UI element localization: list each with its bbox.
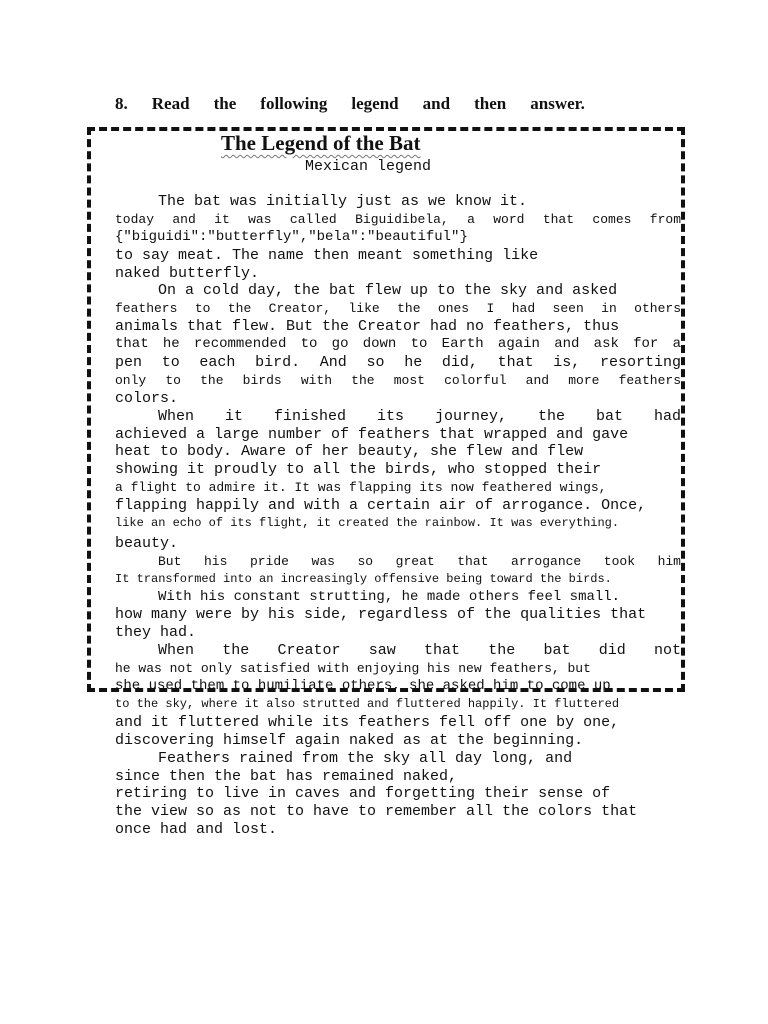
- text-line: beauty.: [115, 534, 179, 552]
- question-word: then: [474, 94, 507, 113]
- text-line: But his pride was so great that arrogance took him: [158, 553, 681, 569]
- text-line: to say meat. The name then meant something like: [115, 246, 539, 264]
- text-line: {"biguidi":"butterfly","bela":"beautiful"}: [115, 228, 468, 245]
- text-line: she used them to humiliate others, she asked him to come up: [115, 678, 611, 695]
- text-line: he was not only satisfied with enjoying his new feathers, but: [115, 661, 591, 677]
- text-line: retiring to live in caves and forgetting their sense of: [115, 785, 611, 803]
- text-line: animals that flew. But the Creator had no feathers, thus: [115, 318, 620, 336]
- question-word: the: [213, 94, 237, 113]
- text-line: achieved a large number of feathers that wrapped and gave: [115, 425, 629, 443]
- text-line: showing it proudly to all the birds, who stopped their: [115, 461, 602, 479]
- text-line: only to the birds with the most colorful and more feathers: [115, 372, 681, 388]
- text-line: since then the bat has remained naked,: [115, 767, 458, 785]
- text-line: When it finished its journey, the bat had: [158, 407, 681, 425]
- text-line: With his constant strutting, he made others feel small.: [158, 588, 621, 605]
- text-line: heat to body. Aware of her beauty, she flew and flew: [115, 443, 584, 461]
- text-line: today and it was called Biguidibela, a word that comes from: [115, 211, 681, 227]
- text-line: When the Creator saw that the bat did not: [158, 642, 681, 660]
- question-word: and: [422, 94, 451, 113]
- text-line: flapping happily and with a certain air of arrogance. Once,: [115, 497, 647, 515]
- text-line: a flight to admire it. It was flapping its now feathered wings,: [115, 480, 607, 496]
- text-line: On a cold day, the bat flew up to the sky and asked: [158, 282, 618, 300]
- question-word: 8.: [115, 94, 128, 113]
- text-line: and it fluttered while its feathers fell off one by one,: [115, 713, 620, 731]
- text-line: they had.: [115, 624, 197, 642]
- text-line: to the sky, where it also strutted and fluttered happily. It fluttered: [115, 696, 620, 711]
- question-word: legend: [351, 94, 399, 113]
- text-line: colors.: [115, 389, 179, 407]
- legend-title: The Legend of the Bat: [221, 131, 421, 155]
- text-line: pen to each bird. And so he did, that is, resorting: [115, 354, 681, 372]
- text-line: once had and lost.: [115, 821, 278, 839]
- text-line: Feathers rained from the sky all day long, and: [158, 749, 573, 767]
- text-line: that he recommended to go down to Earth again and ask for a: [115, 336, 681, 353]
- text-line: how many were by his side, regardless of the qualities that: [115, 606, 647, 624]
- legend-subtitle: Mexican legend: [305, 158, 432, 175]
- text-line: naked butterfly.: [115, 264, 260, 282]
- text-line: feathers to the Creator, like the ones I had seen in others: [115, 301, 681, 317]
- question-word: following: [260, 94, 328, 113]
- text-line: It transformed into an increasingly offensive being toward the birds.: [115, 571, 612, 586]
- text-line: The bat was initially just as we know it.: [158, 193, 528, 210]
- question-heading: [115, 94, 585, 114]
- text-line: like an echo of its flight, it created the rainbow. It was everything.: [115, 516, 620, 531]
- question-word: Read: [151, 94, 190, 113]
- text-line: discovering himself again naked as at the beginning.: [115, 731, 584, 749]
- text-line: the view so as not to have to remember all the colors that: [115, 803, 638, 821]
- question-word: answer.: [530, 94, 585, 113]
- legend-text: [115, 193, 681, 839]
